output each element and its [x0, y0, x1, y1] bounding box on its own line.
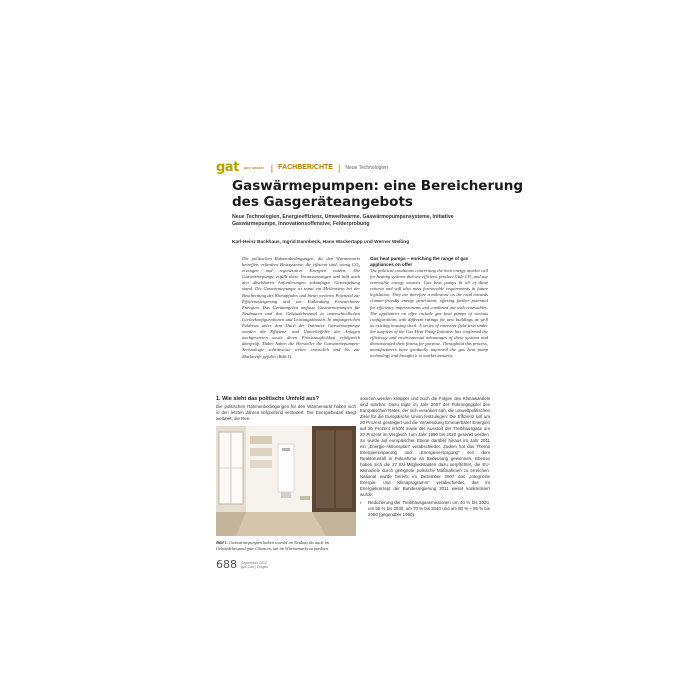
section-heading: 1. Wie sieht das politische Umfeld aus?: [216, 396, 319, 402]
page-footer: [216, 558, 281, 571]
figure-caption-text: Gaswärmepumpen haben sowohl im Neubau als auch im Gebäudebestand gute Chancen, um im Wärmemarkt zu punkten.: [216, 540, 330, 551]
footer-issue: September 2012: [241, 560, 267, 565]
abstract-german: Die politischen Rahmenbedingungen, die den Wärmemarkt betreffen, erfordern Heizsysteme, die effizient sind, wenig CO₂ erzeugen und regenerative Energien nutzen. Die Gaswärmepumpe erfüllt diese Voraussetzungen und hilft auch den absehbaren Anforderungen zukünftiger Gesetzgebung stand. Die Gaswärmepumpe ist somit ein Meilenstein bei der Beschreitung des Klimapfades und bietet weiteres Potenzial zur Effizienzsteigerung und zur Einbindung Erneuerbarer Energien. Das Gerätangebot umfasst Gaswärmepumpen für Neubauten und den Gebäudebestand in unterschiedlichen Gerätekonfigurationen und Leistungsklassen. In umfangreichen Feldtests unter dem Dach der Initiative Gaswärmepumpe wurden die Effizienz- und Umwelteffekte der Anlagen nachgewiesen sowie deren Praxistauglichkeit erfolgreich überprüft. Dabei haben die Hersteller die Gaswärmepumpen-Technologie schrittweise weiter entwickelt und bis zur Marktreife geführt (Bild 1).: [242, 256, 360, 359]
abstract-english-title: Gas heat pumps – enriching the range of gas appliances on offer: [370, 256, 469, 267]
footer-meta: [241, 561, 281, 569]
page-number: 688: [216, 558, 237, 571]
article-authors: Karl-Heinz Backhaus, Ingrid Dannbeck, Hans Wackertapp und Werner Weßing: [232, 240, 410, 245]
heat-pump-room-illustration: [216, 426, 356, 536]
footer-journal: gwf-Gas | Erdgas: [241, 564, 268, 569]
body-paragraph: sourcen werden knapper und auch die Folgen des Klimawandels sind spürbar. Dazu tagte im Jahr 2007 der Führungsgipfel des Europäischen Rates, der sich verankert sah, die umweltpolitischen Ziele für die Europäische Union festzulegen: Die Effizienz soll um 20 Prozent gesteigert und die Verwendung Erneuerbarer Energien auf 20 Prozent erhöht sowie der Ausstoß der Treibhausgase um 20 Prozent im Vergleich zum Jahr 1990 bis 2020 gesenkt werden. So wurde auf europäischer Ebene darüber hinaus im Jahr 2011 ein „Energie-Aktionsplan“ verabschiedet. Zudem hat das Thema Energieeinsparung und „Energieversorgung“ seit dem Reaktorunfall in Fukushima an Bedeutung gewonnen. Ebenso haben sich die 27 EU-Mitgliedstaaten dazu verpflichtet, die EU-Klimaziele durch geeignete politische Maßnahmen zu erreichen. National wurde bereits im Dezember 2007 das „Integrierte Energie- und Klimaprogramm“ verabschiedet, das im Energiekonzept der Bundesregierung 2011 weiter konkretisiert wurde:: [360, 396, 490, 497]
page-header: [216, 160, 388, 175]
article-photo: [216, 426, 356, 536]
journal-logo-sub: gas wasser: [243, 164, 265, 170]
figure-caption: [216, 540, 356, 551]
figure-label: Bild 1.: [216, 540, 228, 545]
header-separator-2: |: [337, 162, 341, 173]
abstract-english: [370, 256, 488, 359]
list-item: ▪ Reduzierung der Treibhausgasemissionen um 40 % bis 2020, um 55 % bis 2030, um 70 % bis 2040 und um 80 % – 95 % bis 2050 (gegenüber 1990).: [360, 500, 490, 518]
journal-logo: gat: [216, 160, 239, 175]
header-separator: |: [270, 162, 274, 173]
body-text-left: Die politischen Rahmenbedingungen für den Wärmemarkt haben sich in den letzten Jahren tiefgreifend verändert. Der Energiebedarf steigt weltweit, die Res-: [216, 404, 356, 421]
article-keywords: Neue Technologien, Energieeffizienz, Umweltwärme, Gaswärmepumpensysteme, Initiative Gaswärmepumpe, Innovationsoffensive, Felderprobung: [232, 214, 454, 227]
sub-section-label: Neue Technologien: [345, 164, 389, 171]
abstract-english-text: The political conditions concerning the heat energy market call for heating systems that are efficient, produce little CO₂ and use renewable energy sources. Gas heat pumps fit all of these criteria and will also meet foreseeable requirements in future legislation. They are therefore a milestone on the road towards climate-friendly energy generation, offering further potential for efficiency improvements and combined use with renewables. The appliances on offer include gas heat pumps of various configurations with different ratings for new buildings as well as existing housing stock. A series of extensive field tests under the auspices of the Gas Heat Pump Initiative has confirmed the efficiency and environmental advantages of these systems and demonstrated their fitness for purpose. Throughout this process, manufacturers have gradually improved the gas heat pump technology and brought it to market maturity.: [370, 268, 488, 359]
body-text-right: [360, 396, 490, 518]
article-title: Gaswärmepumpen: eine Bereicherung des Gasgeräteangebots: [232, 178, 524, 210]
section-label: FACHBERICHTE: [278, 164, 333, 171]
